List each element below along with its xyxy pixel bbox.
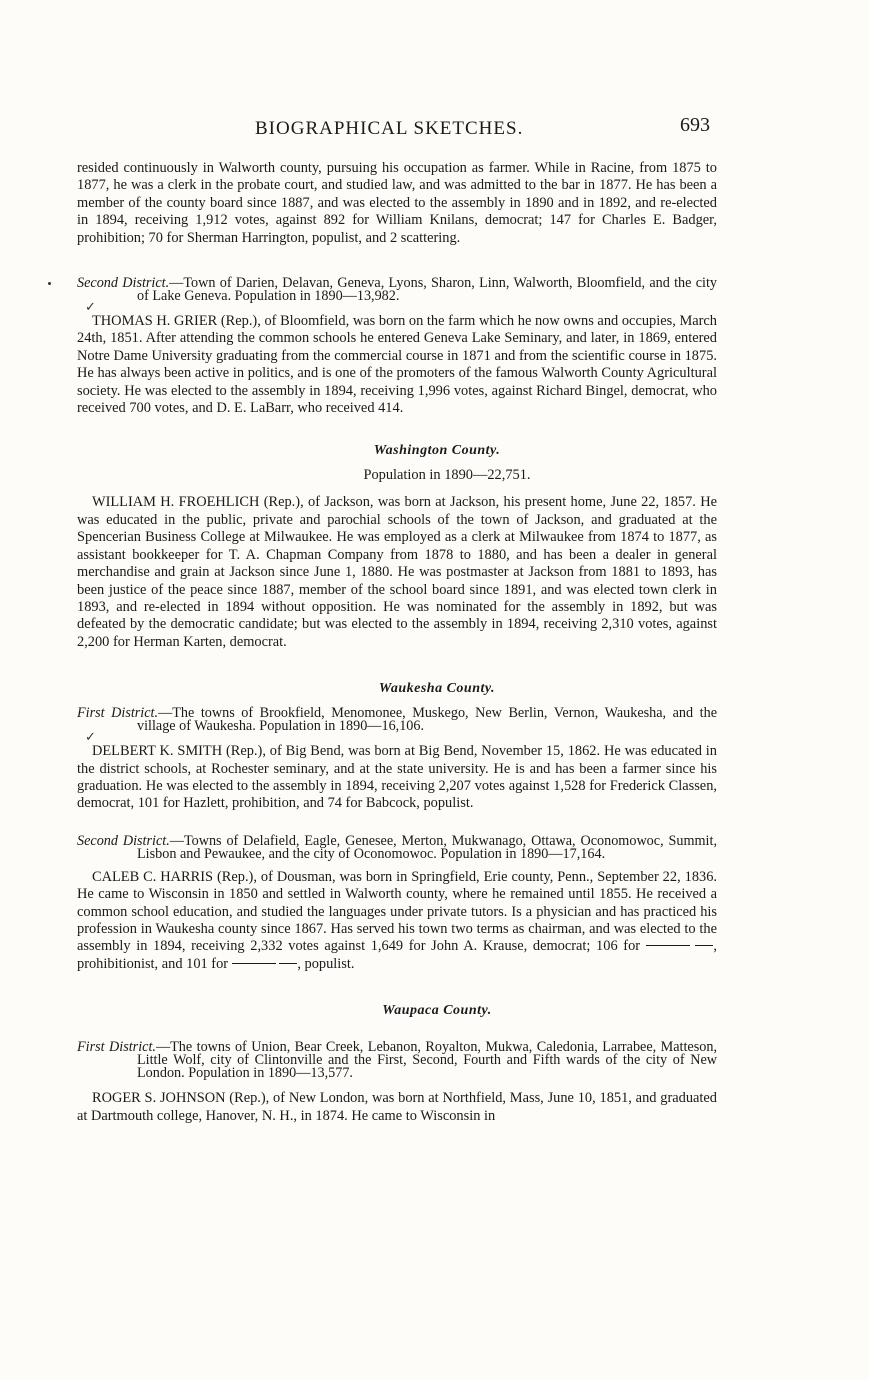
page-content: [77, 160, 717, 1125]
district-description: —The towns of Union, Bear Creek, Lebanon, Royalton, Mukwa, Caledonia, Larrabee, Matteson, Little Wolf, city of Clintonville and the First, Second, Fourth and Fifth wards of the city of New London. Population in 1890—13,577.: [137, 1039, 717, 1082]
bio-text: , populist.: [297, 955, 355, 972]
waupaca-first-district: [77, 1041, 717, 1080]
bio-text: , prohibitionist, and 101 for: [77, 938, 717, 972]
walworth-second-district: [77, 277, 717, 303]
margin-dot: [48, 282, 51, 285]
district-label: Second District.: [77, 275, 170, 292]
district-description: —Towns of Delafield, Eagle, Genesee, Merton, Mukwanago, Ottawa, Oconomowoc, Summit, Lisbon and Pewaukee, and the city of Oconomowoc. Population in 1890—17,164.: [137, 832, 717, 862]
district-label: First District.: [77, 1039, 156, 1056]
waukesha-county-heading: Waukesha County.: [378, 681, 496, 697]
bio-text: CALEB C. HARRIS (Rep.), of Dousman, was born in Springfield, Erie county, Penn., September 22, 1836. He came to Wisconsin in 1850 and settled in Walworth county, where he remained until 1855. He received a common school education, and studied the languages under private tutors. Is a physician and has practiced his profession in Waukesha county since 1867. Has served his town two terms as chairman, and was elected to the assembly in 1894, receiving 2,332 votes against 1,649 for John A. Krause, democrat; 106 for: [77, 868, 717, 955]
waupaca-county-heading: Waupaca County.: [382, 1003, 492, 1019]
blank-line: [279, 963, 297, 964]
blank-line: [232, 963, 276, 964]
check-mark-icon: ✓: [85, 300, 96, 316]
washington-county-heading: Washington County.: [373, 443, 501, 459]
running-head: BIOGRAPHICAL SKETCHES.: [255, 118, 524, 139]
bio-william-froehlich: WILLIAM H. FROEHLICH (Rep.), of Jackson, was born at Jackson, his present home, June 22, 1857. He was educated in the public, private and parochial schools of the town of Jackson, and graduated at the Spencerian Business College at Milwaukee. He was employed as a clerk at Milwaukee from 1874 to 1877, as assistant bookkeeper for T. A. Chapman Company from 1878 to 1880, and has been a dealer in general merchandise and grain at Jackson since June 1, 1880. He was postmaster at Jackson from 1881 to 1893, has been justice of the peace since 1887, member of the school board since 1891, and was elected town clerk in 1893, and re-elected in 1894 without opposition. He was nominated for the assembly in 1892, but was defeated by the democratic candidate; but was elected to the assembly in 1894, receiving 2,310 votes, against 2,200 for Herman Karten, democrat.: [77, 494, 717, 650]
bio-roger-johnson: ROGER S. JOHNSON (Rep.), of New London, was born at Northfield, Mass, June 10, 1851, and graduated at Dartmouth college, Hanover, N. H., in 1874. He came to Wisconsin in: [77, 1090, 717, 1124]
bio-caleb-harris: [77, 869, 717, 973]
bio-thomas-grier: THOMAS H. GRIER (Rep.), of Bloomfield, was born on the farm which he now owns and occupies, March 24th, 1851. After attending the common schools he entered Geneva Lake Seminary, and later, in 1869, entered Notre Dame University graduating from the commercial course in 1871 and from the scientific course in 1875. He has always been active in politics, and is one of the promoters of the famous Walworth County Agricultural society. He was elected to the assembly in 1894, receiving 1,996 votes, against Richard Bingel, democrat, who received 700 votes, and D. E. LaBarr, who received 414.: [77, 313, 717, 417]
district-description: —Town of Darien, Delavan, Geneva, Lyons, Sharon, Linn, Walworth, Bloomfield, and the city of Lake Geneva. Population in 1890—13,982.: [137, 275, 717, 305]
waukesha-second-district: [77, 832, 717, 862]
page-number: 693: [680, 114, 710, 136]
district-label: First District.: [77, 705, 159, 722]
washington-population: Population in 1890—22,751.: [363, 467, 531, 484]
bio-delbert-smith: DELBERT K. SMITH (Rep.), of Big Bend, was born at Big Bend, November 15, 1862. He was educated in the district schools, at Rochester seminary, and at the state university. He is and has been a farmer since his graduation. He was elected to the assembly in 1894, receiving 2,207 votes against 1,528 for Frederick Classen, democrat, 101 for Hazlett, prohibition, and 74 for Babcock, populist.: [77, 743, 717, 812]
district-description: —The towns of Brookfield, Menomonee, Muskego, New Berlin, Vernon, Waukesha, and the village of Waukesha. Population in 1890—16,106.: [137, 705, 717, 735]
page-header: [80, 112, 710, 142]
blank-line: [695, 945, 713, 946]
waukesha-first-district: [77, 707, 717, 733]
check-mark-icon: ✓: [85, 730, 96, 746]
district-label: Second District.: [77, 832, 170, 849]
blank-line: [646, 945, 690, 946]
continued-paragraph: resided continuously in Walworth county, pursuing his occupation as farmer. While in Racine, from 1875 to 1877, he was a clerk in the probate court, and studied law, and was admitted to the bar in 1877. He has been a member of the county board since 1887, and was elected to the assembly in 1890 and in 1892, and re-elected in 1894, receiving 1,912 votes, against 892 for William Knilans, democrat; 147 for Charles E. Badger, prohibition; 70 for Sherman Harrington, populist, and 2 scattering.: [77, 160, 717, 246]
